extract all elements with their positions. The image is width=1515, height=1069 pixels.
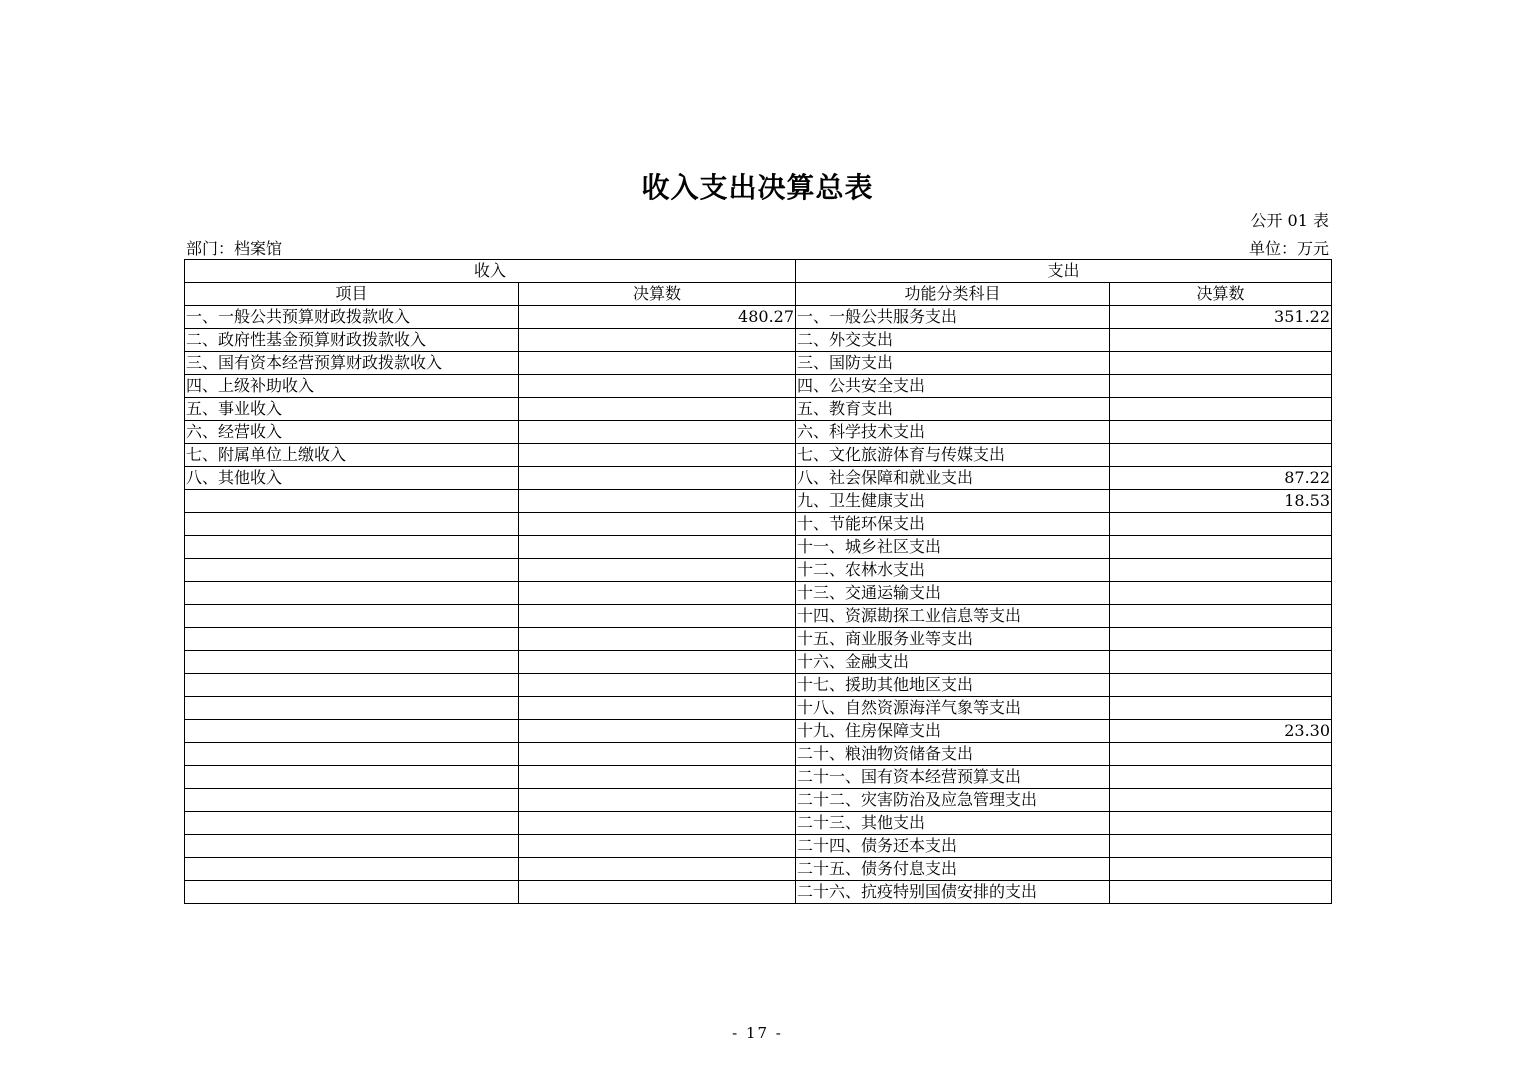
expense-amount-cell [1110,881,1332,904]
expense-amount-cell [1110,536,1332,559]
income-section-header: 收入 [185,260,796,283]
expense-amount-cell [1110,559,1332,582]
table-row [185,582,1332,605]
expense-amount-header: 决算数 [1110,283,1332,306]
table-row [185,352,1332,375]
income-amount-cell [519,513,796,536]
income-item-cell: 一、一般公共预算财政拨款收入 [185,306,519,329]
table-row [185,398,1332,421]
income-item-cell: 六、经营收入 [185,421,519,444]
income-amount-cell [519,467,796,490]
expense-amount-cell [1110,789,1332,812]
form-number: 公开 01 表 [1250,211,1329,230]
income-item-cell [185,490,519,513]
table-row [185,812,1332,835]
department-label: 部门：档案馆 [186,239,283,258]
unit-label: 单位：万元 [1248,239,1329,258]
income-item-cell [185,651,519,674]
table-row [185,559,1332,582]
income-amount-cell [519,605,796,628]
expense-amount-cell: 87.22 [1110,467,1332,490]
income-item-cell [185,628,519,651]
income-amount-cell [519,881,796,904]
expense-amount-cell [1110,329,1332,352]
income-item-cell: 七、附属单位上缴收入 [185,444,519,467]
table-row [185,467,1332,490]
expense-item-cell: 十二、农林水支出 [796,559,1110,582]
expense-item-cell: 十、节能环保支出 [796,513,1110,536]
income-amount-cell [519,743,796,766]
income-amount-cell [519,582,796,605]
income-item-cell: 三、国有资本经营预算财政拨款收入 [185,352,519,375]
income-amount-cell [519,398,796,421]
income-item-cell [185,582,519,605]
table-row [185,697,1332,720]
income-amount-cell [519,858,796,881]
expense-item-cell: 十四、资源勘探工业信息等支出 [796,605,1110,628]
income-item-cell [185,536,519,559]
income-item-cell [185,674,519,697]
expense-amount-cell: 351.22 [1110,306,1332,329]
income-item-cell [185,605,519,628]
income-item-cell [185,789,519,812]
income-amount-cell [519,559,796,582]
table-row [185,858,1332,881]
expense-item-cell: 二十一、国有资本经营预算支出 [796,766,1110,789]
expense-item-cell: 四、公共安全支出 [796,375,1110,398]
income-item-cell [185,812,519,835]
income-item-cell [185,881,519,904]
income-amount-cell: 480.27 [519,306,796,329]
expense-item-cell: 六、科学技术支出 [796,421,1110,444]
table-row [185,628,1332,651]
income-amount-cell [519,536,796,559]
table-row [185,421,1332,444]
expense-item-cell: 二十六、抗疫特别国债安排的支出 [796,881,1110,904]
expense-amount-cell [1110,444,1332,467]
income-amount-cell [519,628,796,651]
expense-amount-cell [1110,605,1332,628]
income-item-cell [185,766,519,789]
income-item-header: 项目 [185,283,519,306]
income-amount-cell [519,766,796,789]
expense-amount-cell [1110,352,1332,375]
expense-item-cell: 十七、援助其他地区支出 [796,674,1110,697]
table-row [185,743,1332,766]
expense-amount-cell [1110,743,1332,766]
income-amount-cell [519,789,796,812]
income-item-cell: 五、事业收入 [185,398,519,421]
expense-item-cell: 二十二、灾害防治及应急管理支出 [796,789,1110,812]
expense-item-cell: 十五、商业服务业等支出 [796,628,1110,651]
table-row [185,375,1332,398]
expense-item-cell: 二十四、债务还本支出 [796,835,1110,858]
table-row [185,513,1332,536]
expense-item-cell: 二十、粮油物资储备支出 [796,743,1110,766]
table-row [185,881,1332,904]
income-amount-header: 决算数 [519,283,796,306]
expense-amount-cell: 18.53 [1110,490,1332,513]
page-number: - 17 - [732,1024,783,1042]
table-body [185,306,1332,904]
table-row [185,605,1332,628]
header-row-sections [185,260,1332,283]
income-item-cell [185,720,519,743]
expense-item-cell: 九、卫生健康支出 [796,490,1110,513]
table-row [185,835,1332,858]
expense-item-cell: 十一、城乡社区支出 [796,536,1110,559]
income-amount-cell [519,697,796,720]
expense-item-cell: 一、一般公共服务支出 [796,306,1110,329]
expense-amount-cell [1110,766,1332,789]
expense-item-cell: 二十三、其他支出 [796,812,1110,835]
expense-item-cell: 二十五、债务付息支出 [796,858,1110,881]
income-item-cell [185,559,519,582]
expense-amount-cell [1110,697,1332,720]
expense-item-cell: 八、社会保障和就业支出 [796,467,1110,490]
expense-item-cell: 十六、金融支出 [796,651,1110,674]
table-row [185,536,1332,559]
expense-amount-cell [1110,582,1332,605]
income-amount-cell [519,421,796,444]
table-row [185,651,1332,674]
table-row [185,789,1332,812]
table-row [185,674,1332,697]
income-item-cell [185,743,519,766]
table-row [185,329,1332,352]
income-item-cell [185,835,519,858]
expense-amount-cell [1110,513,1332,536]
expense-amount-cell [1110,375,1332,398]
income-amount-cell [519,329,796,352]
income-item-cell [185,513,519,536]
expense-amount-cell [1110,421,1332,444]
expense-amount-cell [1110,651,1332,674]
expense-item-cell: 十八、自然资源海洋气象等支出 [796,697,1110,720]
table-row [185,444,1332,467]
page-title: 收入支出决算总表 [641,171,874,204]
table-row [185,720,1332,743]
income-item-cell: 八、其他收入 [185,467,519,490]
expense-item-cell: 二、外交支出 [796,329,1110,352]
table-row [185,306,1332,329]
expense-item-cell: 十九、住房保障支出 [796,720,1110,743]
income-item-cell: 二、政府性基金预算财政拨款收入 [185,329,519,352]
table-row [185,490,1332,513]
income-amount-cell [519,490,796,513]
income-amount-cell [519,720,796,743]
expense-amount-cell [1110,858,1332,881]
income-expense-table [184,259,1332,904]
income-item-cell [185,858,519,881]
header-row-columns [185,283,1332,306]
expense-category-header: 功能分类科目 [796,283,1110,306]
expense-section-header: 支出 [796,260,1332,283]
expense-amount-cell [1110,674,1332,697]
expense-amount-cell [1110,812,1332,835]
expense-item-cell: 三、国防支出 [796,352,1110,375]
expense-amount-cell [1110,628,1332,651]
expense-amount-cell [1110,835,1332,858]
income-amount-cell [519,651,796,674]
expense-amount-cell: 23.30 [1110,720,1332,743]
expense-item-cell: 十三、交通运输支出 [796,582,1110,605]
income-amount-cell [519,835,796,858]
table-row [185,766,1332,789]
income-amount-cell [519,444,796,467]
income-amount-cell [519,674,796,697]
income-item-cell [185,697,519,720]
income-amount-cell [519,352,796,375]
expense-item-cell: 五、教育支出 [796,398,1110,421]
income-item-cell: 四、上级补助收入 [185,375,519,398]
expense-item-cell: 七、文化旅游体育与传媒支出 [796,444,1110,467]
income-amount-cell [519,375,796,398]
income-amount-cell [519,812,796,835]
expense-amount-cell [1110,398,1332,421]
